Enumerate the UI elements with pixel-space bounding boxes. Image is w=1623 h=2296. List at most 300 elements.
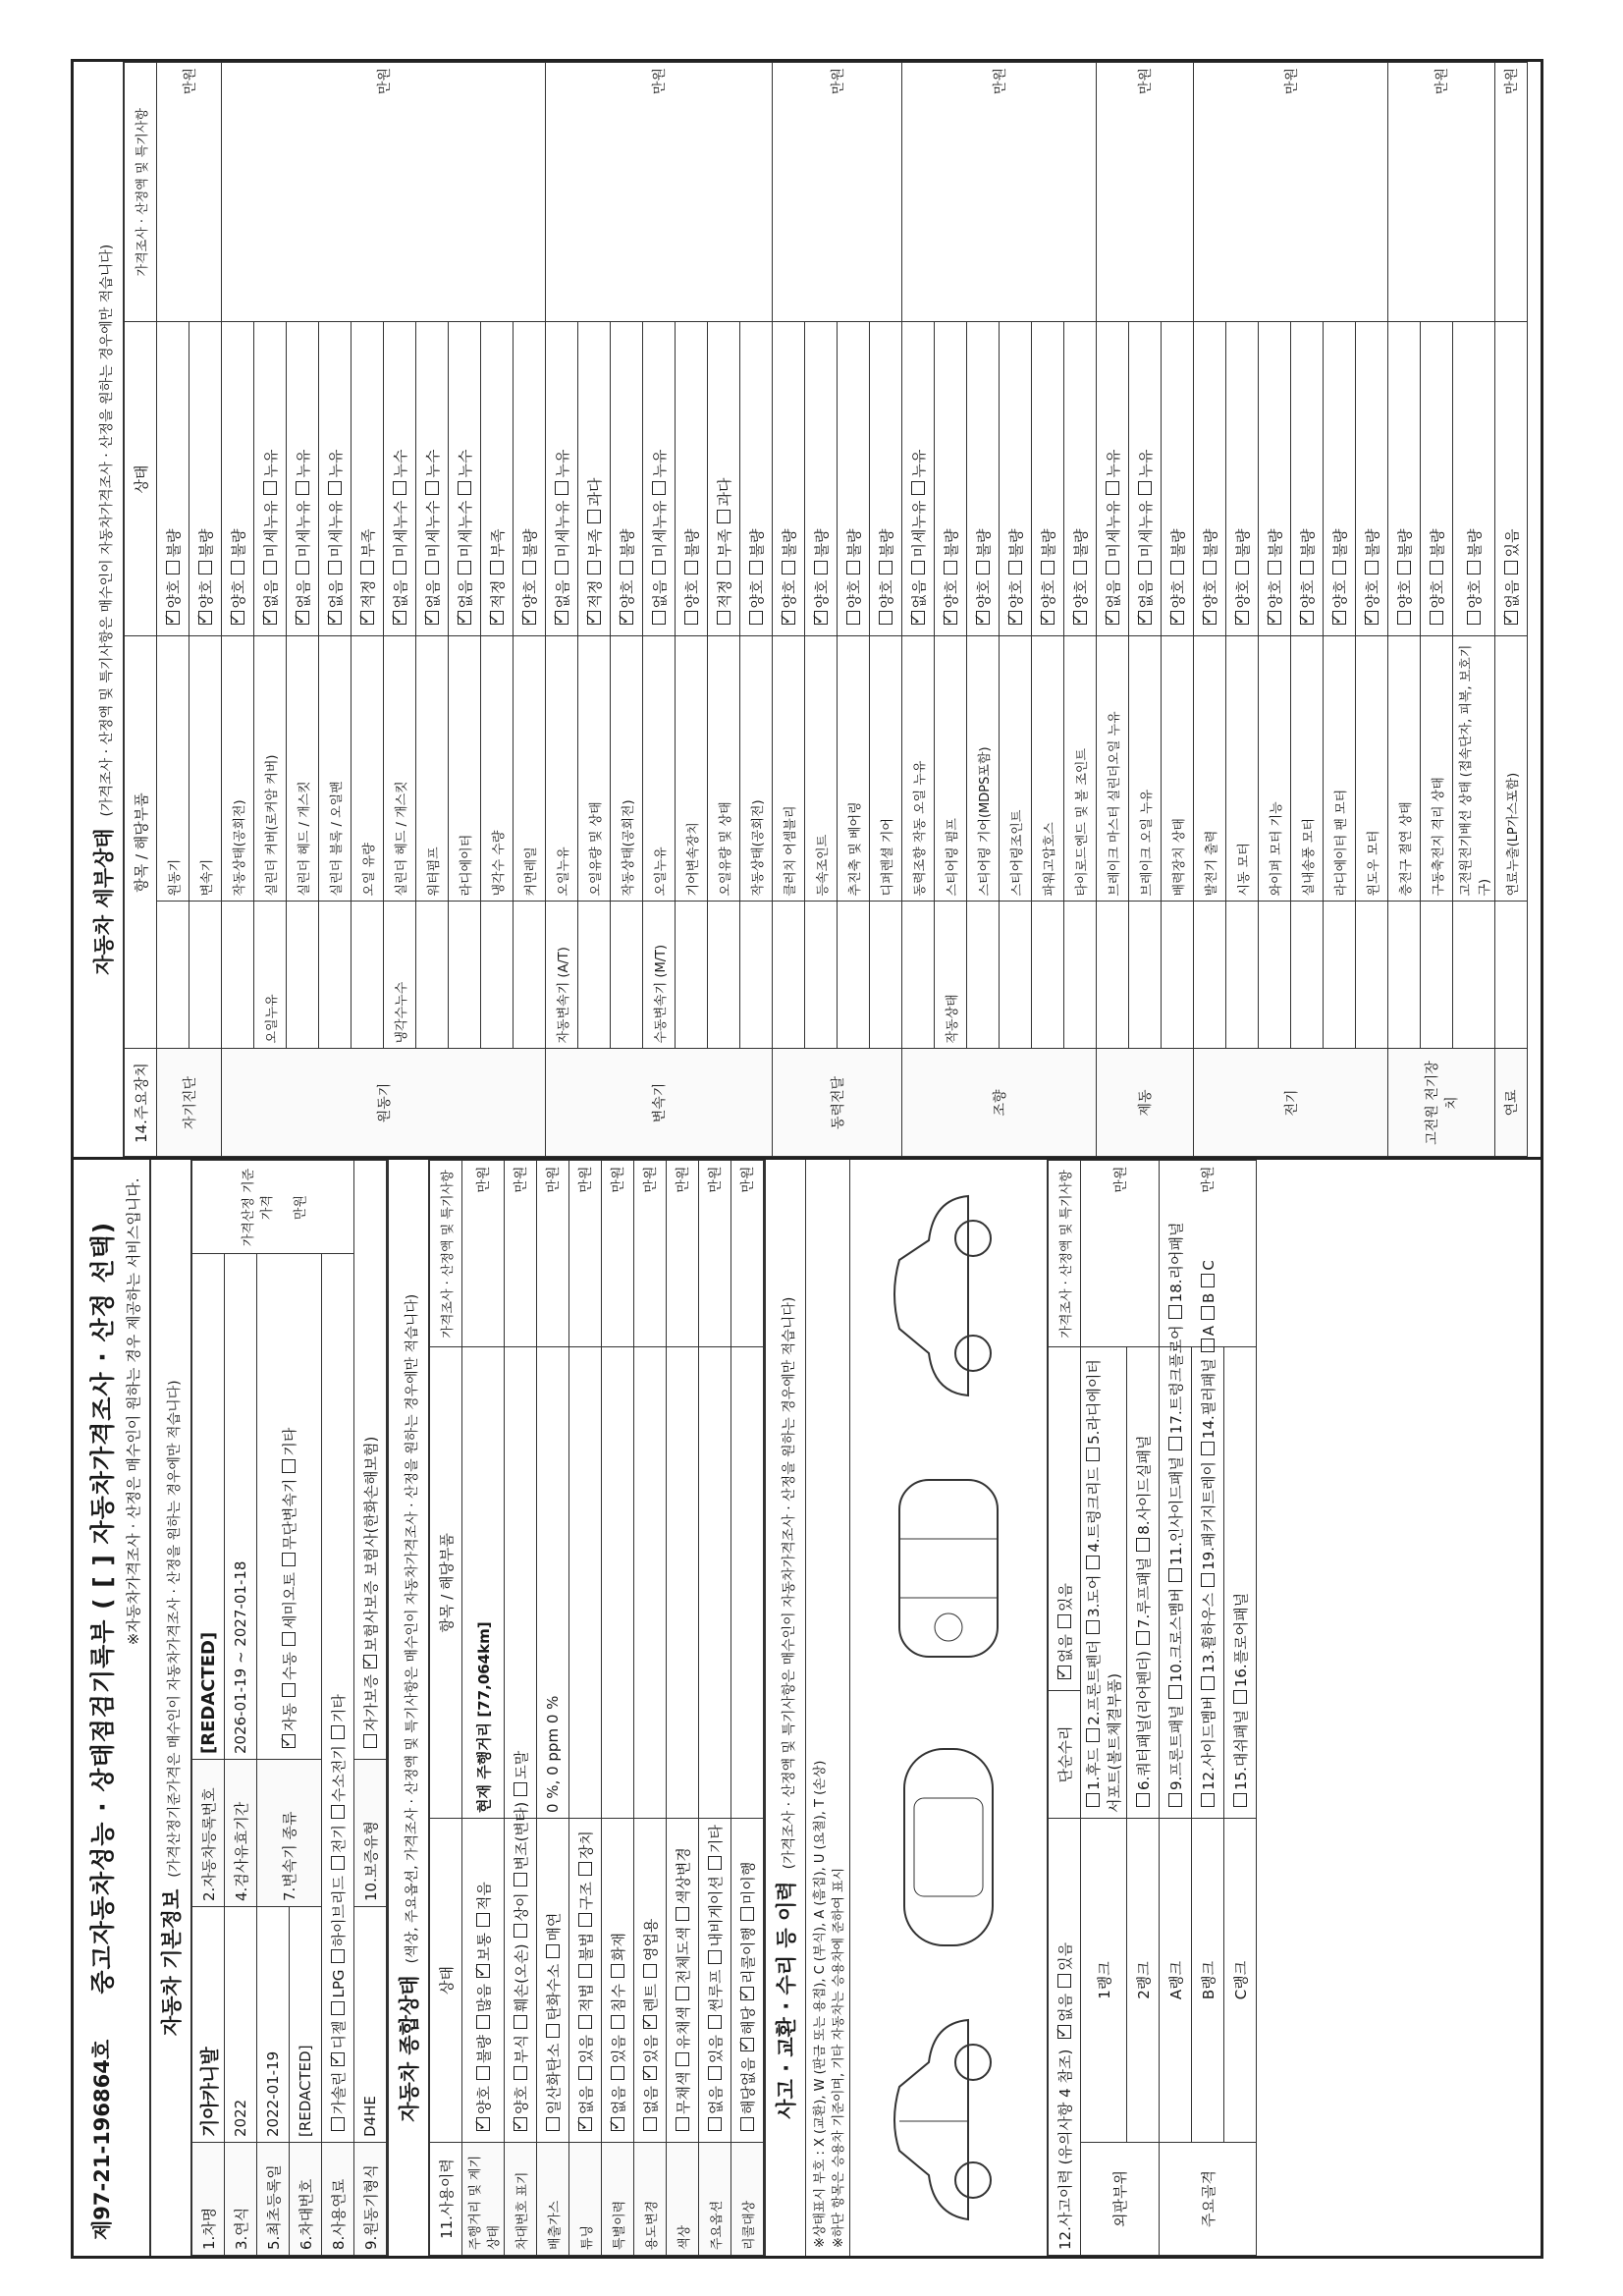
sub-label — [319, 902, 352, 1049]
checkbox[interactable] — [578, 2015, 592, 2029]
checkbox[interactable] — [1168, 1437, 1182, 1450]
option-label: 불량 — [1006, 528, 1025, 558]
checkbox[interactable] — [263, 612, 277, 626]
group-label: 원동기 — [222, 1049, 546, 1157]
checkbox[interactable] — [1106, 481, 1119, 495]
checkbox[interactable] — [393, 561, 406, 574]
option-label: 양호 — [877, 579, 895, 609]
checkbox[interactable] — [944, 612, 957, 626]
checkbox[interactable] — [282, 1459, 296, 1473]
option-label: 전체도색 — [674, 1927, 692, 1985]
checkbox[interactable] — [514, 2015, 527, 2029]
option-label: 불량 — [877, 528, 895, 558]
checkbox[interactable] — [620, 612, 633, 626]
checkbox[interactable] — [1086, 1793, 1100, 1807]
checkbox[interactable] — [1138, 612, 1152, 626]
state-options — [1291, 322, 1324, 636]
checkbox[interactable] — [555, 612, 568, 626]
checkbox[interactable] — [1397, 561, 1411, 574]
checkbox[interactable] — [1504, 612, 1518, 626]
checkbox[interactable] — [1201, 1793, 1215, 1807]
checkbox[interactable] — [546, 2024, 560, 2038]
option-label: 불량 — [1039, 528, 1057, 558]
checkbox[interactable] — [360, 561, 374, 574]
checkbox[interactable] — [282, 1734, 296, 1748]
checkbox[interactable] — [578, 1913, 592, 1927]
option-label: 양호 — [1201, 579, 1219, 609]
checkbox[interactable] — [976, 612, 990, 626]
item-label: 고전원전기배선 상태 (접속단자, 피복, 보호기구) — [1453, 636, 1495, 902]
checkbox[interactable] — [1203, 612, 1217, 626]
checkbox[interactable] — [1233, 1690, 1247, 1704]
accident-history-options — [1056, 1942, 1074, 2045]
option-label: 양호 — [844, 579, 863, 609]
model-year: 2022 — [225, 1907, 257, 2143]
checkbox[interactable] — [296, 481, 309, 495]
sub-label — [1356, 902, 1388, 1049]
checkbox[interactable] — [1057, 1974, 1071, 1988]
sub-label — [1000, 902, 1032, 1049]
option-label: 보험사보증 보험사(한화손해보험) — [361, 1436, 380, 1653]
checkbox[interactable] — [1041, 612, 1055, 626]
rankB-parts — [1192, 1260, 1224, 1819]
checkbox[interactable] — [476, 2117, 490, 2131]
checkbox[interactable] — [652, 612, 666, 626]
item-label: 오일 유량 — [352, 636, 384, 902]
first-registration-date: 2022-01-19 — [257, 1907, 290, 2143]
checkbox[interactable] — [611, 2015, 624, 2029]
option-label: 많음 — [474, 1984, 493, 2013]
checkbox[interactable] — [514, 1873, 527, 1886]
option-label: 부식 — [512, 2035, 530, 2064]
option-label: 14.필러패널 — [1199, 1358, 1217, 1440]
detail-status-table: 14.주요장치 항목 / 해당부품 상태 가격조사 · 산정액 및 특기사항 자기진단 원동기 ✓양호불량 만원 변속기 ✓양호불량 원동기 작동상태(공회전) ✓양호불량 만원 오일누유 실린더 커버(로커암 커버) ✓없음미세누유누유 실린더 헤드 / 개스킷 ✓없음미세누유누유 실린더 블록 / 오일팬 ✓없음미세누유누유 오일 유량 ✓적정부족 냉각수누수 실린더 헤드 / 개스킷 ✓없음미세누수누수 워터펌프 ✓없음미세누수누수 라디에이터 ✓없음미세누수누수 냉각수 수량 ✓적정부족 커먼레일 ✓양호불량 변속기 자동변속기 (A/T) 오일누유 ✓없음미세누유누유 만원 오일유량 및 상태 ✓적정부족과다 작동상태(공회전) ✓양호불량 수동변속기 (M/T) 오일누유 없음미세누유누유 기어변속장치 양호불량 오일유량 및 상태 적정부족과다 작동상태(공회전) 양호불량 동력전달 클러치 어셈블리 ✓양호불량 만원 등속조인트 ✓양호불량 추진축 및 베어링 양호불량 디퍼렌셜 기어 양호불량 조향 동력조향 작동 오일 누유 ✓없음미세누유누유 만원 작동상태 스티어링 펌프 ✓양호불량 스티어링 기어(MDPS포함) ✓양호불량 스티어링조인트 ✓양호불량 파워고압호스 ✓양호불량 타이로드엔드 및 볼 조인트 ✓양호불량 제동 브레이크 마스터 실린더오일 누유 ✓없음미세누유누유 만원 브레이크 오일 누유 ✓없음미세누유누유 배력장치 상태 ✓양호불량 전기 발전기 출력 ✓양호불량 만원 시동 모터 ✓양호불량 와이퍼 모터 기능 ✓양호불량 실내송풍 모터 ✓양호불량 라디에이터 팬 모터 ✓양호불량 윈도우 모터 ✓양호불량 고전원 전기장치 충전구 절연 상태 양호불량 만원 구동축전지 격리 상태 양호불량 고전원전기배선 상태 (접속단자, 피복, 보호기구) 양호불량 연료 연료누출(LP가스포함) ✓없음있음 만원 — [124, 62, 1528, 1158]
sub-label — [1064, 902, 1097, 1049]
sub-label: 수동변속기 (M/T) — [643, 902, 676, 1049]
state-options — [838, 322, 870, 636]
checkbox[interactable] — [393, 612, 406, 626]
checkbox[interactable] — [328, 612, 342, 626]
state-options — [537, 1819, 569, 2143]
checkbox[interactable] — [643, 2015, 657, 2029]
sub-label — [222, 902, 254, 1049]
checkbox[interactable] — [717, 510, 730, 523]
checkbox[interactable] — [282, 1683, 296, 1697]
checkbox[interactable] — [814, 561, 828, 574]
checkbox[interactable] — [578, 1862, 592, 1876]
option-label: A — [1199, 1325, 1217, 1337]
option-label: 불량 — [618, 528, 636, 558]
checkbox[interactable] — [717, 612, 730, 626]
option-label: 불량 — [812, 528, 831, 558]
checkbox[interactable] — [643, 2117, 657, 2131]
checkbox[interactable] — [425, 561, 439, 574]
checkbox[interactable] — [198, 612, 212, 626]
checkbox[interactable] — [1008, 561, 1022, 574]
checkbox[interactable] — [1201, 1573, 1215, 1587]
state-options — [1194, 322, 1226, 636]
option-label: 양호 — [812, 579, 831, 609]
checkbox[interactable] — [1467, 561, 1481, 574]
checkbox[interactable] — [1136, 1793, 1150, 1807]
checkbox[interactable] — [749, 612, 763, 626]
state-options — [1129, 322, 1162, 636]
row-label: 배출가스 — [537, 2143, 569, 2256]
transmission-options — [257, 1254, 322, 1760]
checkbox[interactable] — [708, 1950, 722, 1964]
checkbox[interactable] — [1170, 612, 1184, 626]
option-label: 없음 — [909, 579, 928, 609]
checkbox[interactable] — [360, 612, 374, 626]
checkbox[interactable] — [1073, 612, 1087, 626]
option-label: 양호 — [942, 579, 960, 609]
option-label: 불량 — [229, 528, 247, 558]
option-label: 불량 — [780, 528, 798, 558]
item-label: 브레이크 오일 누유 — [1129, 636, 1162, 902]
option-label: 변조(변타) — [512, 1801, 530, 1871]
checkbox[interactable] — [490, 561, 504, 574]
checkbox[interactable] — [555, 481, 568, 495]
checkbox[interactable] — [976, 561, 990, 574]
checkbox[interactable] — [740, 1907, 754, 1921]
checkbox[interactable] — [166, 561, 180, 574]
option-label: 불량 — [974, 528, 993, 558]
option-label: 탄화수소 — [544, 1963, 563, 2021]
checkbox[interactable] — [740, 1987, 754, 2000]
checkbox[interactable] — [328, 561, 342, 574]
checkbox[interactable] — [708, 2117, 722, 2131]
checkbox[interactable] — [676, 1907, 689, 1921]
checkbox[interactable] — [458, 481, 471, 495]
checkbox[interactable] — [1300, 612, 1314, 626]
item-value — [699, 1347, 731, 1819]
checkbox[interactable] — [643, 2066, 657, 2080]
checkbox[interactable] — [458, 612, 471, 626]
checkbox[interactable] — [1057, 1614, 1071, 1628]
item-label: 실린더 헤드 / 개스킷 — [384, 636, 416, 902]
checkbox[interactable] — [708, 1856, 722, 1870]
checkbox[interactable] — [1168, 1685, 1182, 1699]
checkbox[interactable] — [911, 612, 925, 626]
checkbox[interactable] — [944, 561, 957, 574]
checkbox[interactable] — [587, 561, 601, 574]
checkbox[interactable] — [846, 612, 860, 626]
checkbox[interactable] — [331, 2001, 345, 2015]
basic-info-table: 1.차명 기아카니발 2.자동차등록번호 [REDACTED] 가격산정 기준가격 만원 3.연식 2022 4.검사유효기간 2026-01-19 ~ 2027-01-18 5.최초등록일 2022-01-19 7.변속기 종류 ✓자동수동세미오토무단변속기기타 6.차대번호 [REDACTED] 8.사용연료 가솔린✓디젤LPG하이브리드전기수소전기기타 9.원동기형식 D4HE 10.보증유형 자가보증✓보험사보증 보험사(한화손해보험) — [191, 1161, 387, 2257]
option-label: 없음 — [456, 579, 474, 609]
checkbox[interactable] — [652, 481, 666, 495]
checkbox[interactable] — [1086, 1556, 1100, 1569]
sub-label — [1194, 902, 1226, 1049]
option-label: 수소전기 — [329, 1745, 348, 1803]
checkbox[interactable] — [331, 2052, 345, 2066]
option-label: 미세누유 — [1104, 500, 1122, 558]
general-status-table: 11.사용이력 상태 항목 / 해당부품 가격조사 · 산정액 및 특기사항 주행거리 및 계기상태 ✓양호불량많음✓보통적음 현재 주행거리 [77,064km] 만원 차대번호 표기 ✓양호부식훼손(오손)상이변조(변타)도말 만원 배출가스 일산화탄소탄화수소매연 0 %, 0 ppm 0 % 만원 튜닝 ✓없음있음적법불법구조장치 만원 특별이력 ✓없음있음침수화재 만원 용도변경 없음✓있음✓렌트영업용 만원 색상 무채색유채색전체도색색상변경 만원 주요옵션 없음있음썬루프내비게이션기타 만원 리콜대상 해당없음✓해당✓리콜이행미이행 만원 — [429, 1161, 764, 2257]
checkbox[interactable] — [684, 612, 698, 626]
checkbox[interactable] — [363, 1734, 377, 1748]
checkbox[interactable] — [1467, 612, 1481, 626]
checkbox[interactable] — [458, 561, 471, 574]
checkbox[interactable] — [652, 561, 666, 574]
checkbox[interactable] — [578, 1964, 592, 1978]
checkbox[interactable] — [1086, 1620, 1100, 1634]
checkbox[interactable] — [393, 481, 406, 495]
state-options — [569, 1819, 602, 2143]
checkbox[interactable] — [522, 561, 536, 574]
checkbox[interactable] — [1300, 561, 1314, 574]
option-label: 10.크로스멤버 — [1166, 1587, 1185, 1683]
sub-label — [1259, 902, 1291, 1049]
checkbox[interactable] — [676, 2117, 689, 2131]
checkbox[interactable] — [740, 2117, 754, 2131]
checkbox[interactable] — [1136, 1631, 1150, 1645]
checkbox[interactable] — [331, 1856, 345, 1870]
checkbox[interactable] — [522, 612, 536, 626]
option-label: B — [1199, 1292, 1217, 1303]
row-label: 주요옵션 — [699, 2143, 731, 2256]
checkbox[interactable] — [1170, 561, 1184, 574]
checkbox[interactable] — [1397, 612, 1411, 626]
checkbox[interactable] — [263, 481, 277, 495]
checkbox[interactable] — [555, 561, 568, 574]
checkbox[interactable] — [1201, 1306, 1215, 1320]
checkbox[interactable] — [676, 1987, 689, 2000]
checkbox[interactable] — [1203, 561, 1217, 574]
checkbox[interactable] — [782, 561, 795, 574]
checkbox[interactable] — [425, 612, 439, 626]
option-label: 미세누유 — [294, 500, 312, 558]
checkbox[interactable] — [1332, 561, 1346, 574]
state-options — [935, 322, 967, 636]
option-label: 양호 — [747, 579, 766, 609]
checkbox[interactable] — [166, 612, 180, 626]
checkbox[interactable] — [1430, 561, 1443, 574]
checkbox[interactable] — [282, 1553, 296, 1566]
checkbox[interactable] — [1073, 561, 1087, 574]
rankC-parts — [1224, 1347, 1257, 1819]
checkbox[interactable] — [198, 561, 212, 574]
option-label: 불량 — [1233, 528, 1252, 558]
checkbox[interactable] — [911, 561, 925, 574]
checkbox[interactable] — [1201, 1339, 1215, 1352]
checkbox[interactable] — [1365, 612, 1379, 626]
detail-row — [1495, 63, 1528, 1158]
checkbox[interactable] — [611, 2117, 624, 2131]
checkbox[interactable] — [1365, 561, 1379, 574]
checkbox[interactable] — [684, 561, 698, 574]
option-label: 기타 — [706, 1825, 725, 1854]
option-label: 없음 — [1104, 579, 1122, 609]
option-label: 무단변속기 — [281, 1478, 298, 1551]
checkbox[interactable] — [1268, 612, 1281, 626]
checkbox[interactable] — [620, 561, 633, 574]
checkbox[interactable] — [879, 561, 893, 574]
state-options — [699, 1819, 731, 2143]
checkbox[interactable] — [676, 2052, 689, 2066]
checkbox[interactable] — [514, 2117, 527, 2131]
detail-row — [157, 63, 189, 1158]
item-label: 발전기 출력 — [1194, 636, 1226, 902]
option-label: 불량 — [1168, 528, 1187, 558]
item-label: 추진축 및 베어링 — [838, 636, 870, 902]
checkbox[interactable] — [578, 2066, 592, 2080]
checkbox[interactable] — [514, 2066, 527, 2080]
checkbox[interactable] — [879, 612, 893, 626]
option-label: 있음 — [1502, 528, 1521, 558]
checkbox[interactable] — [717, 561, 730, 574]
option-label: C — [1199, 1260, 1217, 1271]
option-label: 양호 — [1071, 579, 1090, 609]
sub-label — [287, 902, 319, 1049]
checkbox[interactable] — [1268, 561, 1281, 574]
option-label: 7.루프패널 — [1134, 1557, 1153, 1629]
checkbox[interactable] — [782, 612, 795, 626]
price-cell: 만원 — [222, 63, 546, 323]
option-label: 매연 — [544, 1912, 563, 1941]
checkbox[interactable] — [1041, 561, 1055, 574]
checkbox[interactable] — [1504, 561, 1518, 574]
checkbox[interactable] — [425, 481, 439, 495]
item-label: 타이로드엔드 및 볼 조인트 — [1064, 636, 1097, 902]
state-options — [870, 322, 902, 636]
option-label: 없음 — [294, 579, 312, 609]
checkbox[interactable] — [1332, 612, 1346, 626]
detail-row — [773, 63, 805, 1158]
checkbox[interactable] — [1168, 1305, 1182, 1319]
checkbox[interactable] — [514, 1782, 527, 1796]
checkbox[interactable] — [263, 561, 277, 574]
checkbox[interactable] — [546, 1944, 560, 1958]
option-label: 디젤 — [329, 2020, 348, 2050]
general-row — [699, 1161, 731, 2256]
option-label: 있음 — [1055, 1583, 1074, 1613]
checkbox[interactable] — [1168, 1568, 1182, 1582]
checkbox[interactable] — [587, 510, 601, 523]
checkbox[interactable] — [814, 612, 828, 626]
checkbox[interactable] — [1201, 1442, 1215, 1455]
checkbox[interactable] — [363, 1655, 377, 1668]
state-options — [189, 322, 222, 636]
checkbox[interactable] — [1233, 1793, 1247, 1807]
checkbox[interactable] — [1106, 612, 1119, 626]
checkbox[interactable] — [231, 612, 244, 626]
checkbox[interactable] — [611, 1964, 624, 1978]
option-label: 누유 — [650, 449, 669, 478]
inspection-sheet — [71, 59, 1543, 2259]
checkbox[interactable] — [749, 561, 763, 574]
checkbox[interactable] — [1057, 1666, 1071, 1679]
checkbox[interactable] — [231, 561, 244, 574]
checkbox[interactable] — [1235, 612, 1249, 626]
checkbox[interactable] — [1138, 561, 1152, 574]
checkbox[interactable] — [331, 2117, 345, 2131]
checkbox[interactable] — [1168, 1793, 1182, 1807]
checkbox[interactable] — [296, 561, 309, 574]
checkbox[interactable] — [490, 612, 504, 626]
document-number: 제97-21-196864호 — [90, 2039, 114, 2240]
checkbox[interactable] — [1086, 1728, 1100, 1742]
option-label: 불량 — [1266, 528, 1284, 558]
item-label: 클러치 어셈블리 — [773, 636, 805, 902]
checkbox[interactable] — [708, 2015, 722, 2029]
checkbox[interactable] — [1201, 1274, 1215, 1287]
checkbox[interactable] — [1057, 2025, 1071, 2039]
state-options — [416, 322, 449, 636]
rankA-parts — [1160, 1222, 1192, 1819]
checkbox[interactable] — [578, 2117, 592, 2131]
checkbox[interactable] — [476, 1964, 490, 1978]
checkbox[interactable] — [846, 561, 860, 574]
checkbox[interactable] — [476, 1913, 490, 1927]
checkbox[interactable] — [911, 481, 925, 495]
option-label: 수동 — [281, 1652, 298, 1681]
price-cell: 만원 — [699, 1161, 731, 1347]
car-name: 기아카니발 — [192, 1907, 225, 2143]
state-options — [731, 1819, 764, 2143]
state-options — [1453, 322, 1495, 636]
option-label: 내비게이션 — [706, 1876, 725, 1947]
option-label: 양호 — [196, 579, 215, 609]
checkbox[interactable] — [1430, 612, 1443, 626]
option-label: 미세누유 — [261, 500, 280, 558]
checkbox[interactable] — [1106, 561, 1119, 574]
checkbox[interactable] — [331, 1725, 345, 1739]
checkbox[interactable] — [514, 1924, 527, 1938]
simple-repair-options — [1049, 1347, 1081, 1691]
state-options — [740, 322, 773, 636]
checkbox[interactable] — [1235, 561, 1249, 574]
sub-label — [1324, 902, 1356, 1049]
checkbox[interactable] — [1086, 1448, 1100, 1461]
checkbox[interactable] — [740, 2038, 754, 2051]
state-options — [449, 322, 481, 636]
checkbox[interactable] — [1201, 1676, 1215, 1690]
checkbox[interactable] — [546, 2117, 560, 2131]
checkbox[interactable] — [476, 2015, 490, 2029]
item-label: 실린더 헤드 / 개스킷 — [287, 636, 319, 902]
checkbox[interactable] — [476, 2066, 490, 2080]
checkbox[interactable] — [611, 2066, 624, 2080]
detail-row — [1194, 63, 1226, 1158]
row-label: 리콜대상 — [731, 2143, 764, 2256]
state-options — [1162, 322, 1194, 636]
option-label: 5.라디에이터서포트(볼트체결부품) — [1085, 1359, 1123, 1813]
row-label: 차대번호 표기 — [505, 2143, 537, 2256]
checkbox[interactable] — [331, 1950, 345, 1964]
checkbox[interactable] — [1138, 481, 1152, 495]
sub-label — [902, 902, 935, 1049]
rank2-parts — [1127, 1347, 1160, 1819]
option-label: 자동 — [281, 1703, 298, 1731]
option-label: 13.휠하우스 — [1199, 1592, 1217, 1673]
state-options — [319, 322, 352, 636]
checkbox[interactable] — [643, 1964, 657, 1978]
checkbox[interactable] — [587, 612, 601, 626]
option-label: 썬루프 — [706, 1969, 725, 2013]
state-options — [462, 1819, 505, 2143]
item-label: 기어변속장치 — [676, 636, 708, 902]
sub-label — [870, 902, 902, 1049]
checkbox[interactable] — [1136, 1538, 1150, 1552]
state-options — [634, 1819, 667, 2143]
checkbox[interactable] — [708, 2066, 722, 2080]
checkbox[interactable] — [296, 612, 309, 626]
checkbox[interactable] — [331, 1805, 345, 1819]
checkbox[interactable] — [1008, 612, 1022, 626]
checkbox[interactable] — [328, 481, 342, 495]
state-options — [1032, 322, 1064, 636]
checkbox[interactable] — [282, 1632, 296, 1646]
